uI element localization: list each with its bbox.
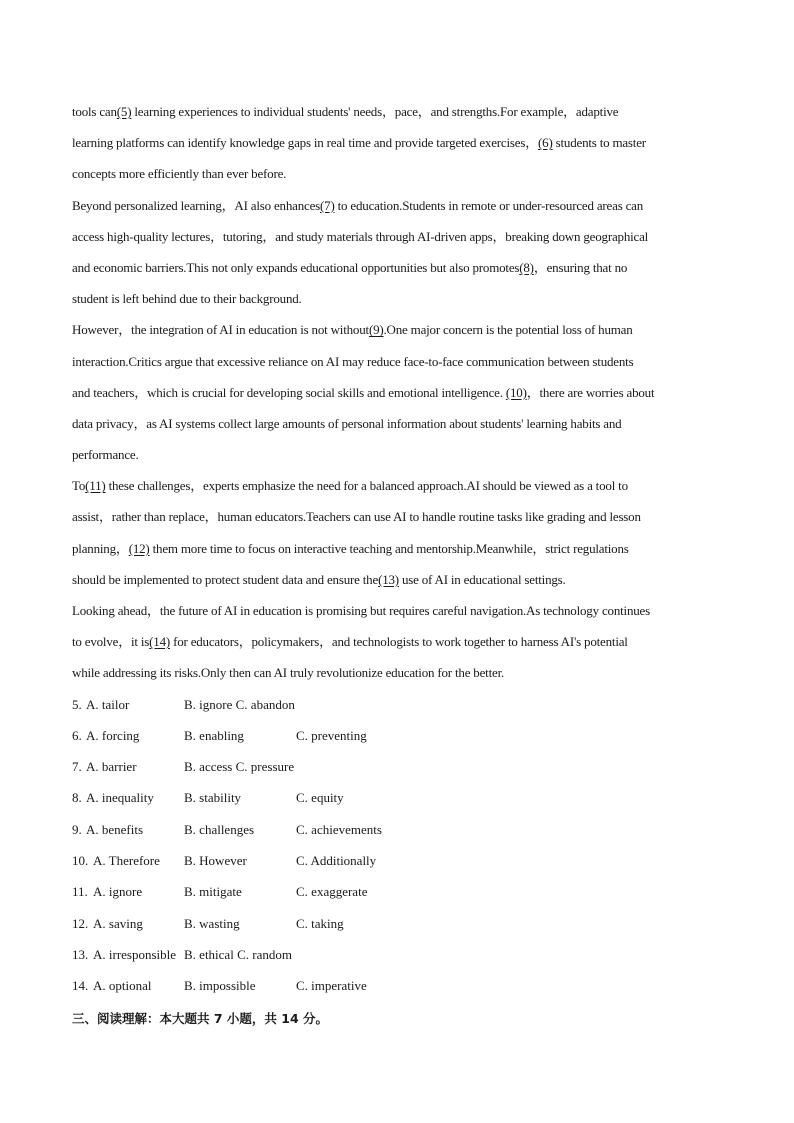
option-row: [72, 689, 732, 720]
passage-line: [72, 127, 732, 158]
passage-paragraph: [72, 595, 732, 689]
passage-line: [72, 501, 732, 532]
passage-line: [72, 564, 732, 595]
passage-text: to evolve，it is: [72, 634, 150, 650]
option-a: A. Therefore: [93, 853, 160, 869]
option-row: [72, 939, 732, 970]
passage-line: [72, 408, 732, 439]
answer-options: [72, 689, 732, 1002]
passage-text: tools can: [72, 104, 117, 119]
option-row: [72, 720, 732, 751]
option-b: B. stability: [184, 790, 242, 806]
option-row: [72, 845, 732, 876]
document-page: [72, 96, 732, 1036]
option-a: A. saving: [93, 915, 143, 931]
passage-text: while addressing its risks.Only then can AI truly revolutionize education for the better.: [72, 665, 505, 681]
passage-line: [72, 158, 732, 189]
blank-number: (8): [519, 259, 534, 275]
passage-text: and teachers，which is crucial for developing social skills and emotional intelligence.: [72, 384, 506, 400]
passage-text: data privacy，as AI systems collect large amounts of personal information about students' learning habits and: [72, 415, 622, 431]
passage-line: [72, 96, 732, 127]
option-c: C. achievements: [296, 821, 382, 837]
option-b: B. mitigate: [184, 884, 242, 900]
question-number: 13.: [72, 946, 89, 962]
option-a: A. irresponsible: [93, 946, 177, 962]
question-number: 12.: [72, 915, 89, 931]
passage-text: ，ensuring that no: [533, 259, 628, 275]
blank-number: (6): [538, 135, 553, 151]
option-a: A. forcing: [86, 727, 140, 743]
option-a: A. tailor: [86, 696, 130, 712]
question-number: 10.: [72, 853, 89, 869]
passage-line: [72, 252, 732, 283]
passage-text: them more time to focus on interactive teaching and mentorship.Meanwhile，strict regulations: [149, 540, 629, 556]
blank-number: (10): [505, 384, 527, 400]
option-a: A. benefits: [86, 821, 144, 837]
option-c: C. preventing: [296, 727, 367, 743]
question-number: 11.: [72, 884, 88, 900]
question-number: 6.: [72, 727, 82, 743]
option-row: [72, 782, 732, 813]
option-a: A. inequality: [86, 790, 154, 806]
passage-text: use of AI in educational settings.: [398, 571, 566, 587]
passage-line: [72, 190, 732, 221]
blank-number: (13): [378, 571, 399, 587]
option-row: [72, 814, 732, 845]
option-c: C. imperative: [296, 978, 367, 994]
option-b-c: B. access C. pressure: [184, 759, 295, 775]
passage-text: Looking ahead，the future of AI in education is promising but requires careful navigation.As technology continues: [72, 603, 650, 618]
passage-text: planning，: [72, 540, 129, 556]
option-c: C. equity: [296, 790, 344, 806]
passage-text: for educators，policymakers，and technologists to work together to harness AI's potential: [170, 634, 628, 650]
option-row: [72, 908, 732, 939]
option-b: B. enabling: [184, 727, 244, 743]
passage-text: students to master: [552, 135, 646, 151]
passage-text: learning platforms can identify knowledge gaps in real time and provide targeted exercises，: [72, 135, 539, 151]
passage-text: ，there are worries about: [526, 384, 655, 400]
option-b-c: B. ethical C. random: [184, 946, 292, 962]
passage-paragraph: [72, 314, 732, 470]
section-heading: 三、阅读理解：本大题共 7 小题，共 14 分。: [72, 1010, 329, 1026]
option-b: B. wasting: [184, 915, 240, 931]
passage-text: However，the integration of AI in education is not without: [72, 322, 369, 338]
passage-text: learning experiences to individual students' needs，pace，and strengths.For example，adaptive: [131, 104, 619, 119]
option-b: B. challenges: [184, 821, 255, 837]
cloze-passage: [72, 96, 732, 689]
blank-number: (7): [320, 197, 335, 213]
passage-line: [72, 314, 732, 345]
option-c: C. exaggerate: [296, 884, 368, 900]
option-c: C. taking: [296, 915, 344, 931]
passage-line: [72, 283, 732, 314]
blank-number: (12): [128, 540, 150, 556]
question-number: 9.: [72, 821, 82, 837]
blank-number: (9): [368, 322, 384, 338]
passage-text: concepts more efficiently than ever before.: [72, 166, 287, 182]
passage-line: [72, 470, 732, 501]
passage-paragraph: [72, 96, 732, 190]
option-b: B. impossible: [184, 978, 256, 994]
passage-text: should be implemented to protect student data and ensure the: [72, 571, 379, 587]
question-number: 7.: [72, 759, 82, 775]
passage-paragraph: [72, 190, 732, 315]
option-row: [72, 751, 732, 782]
passage-line: [72, 533, 732, 564]
passage-text: interaction.Critics argue that excessive reliance on AI may reduce face-to-face communication between students: [72, 353, 634, 369]
blank-number: (14): [149, 634, 171, 650]
question-number: 14.: [72, 978, 89, 994]
passage-text: assist，rather than replace，human educators.Teachers can use AI to handle routine tasks like grading and lesson: [72, 509, 641, 525]
passage-paragraph: [72, 470, 732, 595]
passage-text: and economic barriers.This not only expands educational opportunities but also promotes: [72, 259, 520, 275]
option-b: B. However: [184, 853, 247, 869]
passage-text: student is left behind due to their background.: [72, 291, 302, 307]
passage-line: [72, 626, 732, 657]
question-number: 5.: [72, 696, 82, 712]
passage-line: [72, 657, 732, 688]
option-a: A. optional: [93, 978, 152, 994]
passage-text: To: [72, 478, 86, 494]
blank-number: (11): [85, 478, 106, 494]
option-a: A. ignore: [93, 884, 143, 900]
passage-line: [72, 439, 732, 470]
passage-text: Beyond personalized learning，AI also enhances: [72, 197, 321, 213]
option-row: [72, 970, 732, 1001]
passage-text: these challenges，experts emphasize the need for a balanced approach.AI should be viewed as a tool to: [105, 478, 628, 494]
passage-line: [72, 221, 732, 252]
passage-line: [72, 377, 732, 408]
passage-text: .One major concern is the potential loss of human: [383, 322, 633, 338]
option-c: C. Additionally: [296, 853, 377, 869]
blank-number: (5): [116, 104, 132, 119]
passage-text: access high-quality lectures，tutoring，and study materials through AI-driven apps，breaking down geographical: [72, 228, 649, 244]
passage-line: [72, 346, 732, 377]
option-row: [72, 876, 732, 907]
passage-text: performance.: [72, 447, 139, 463]
option-a: A. barrier: [86, 759, 137, 775]
option-b-c: B. ignore C. abandon: [184, 696, 295, 712]
passage-line: [72, 595, 732, 626]
question-number: 8.: [72, 790, 82, 806]
passage-text: to education.Students in remote or under-resourced areas can: [334, 197, 644, 213]
